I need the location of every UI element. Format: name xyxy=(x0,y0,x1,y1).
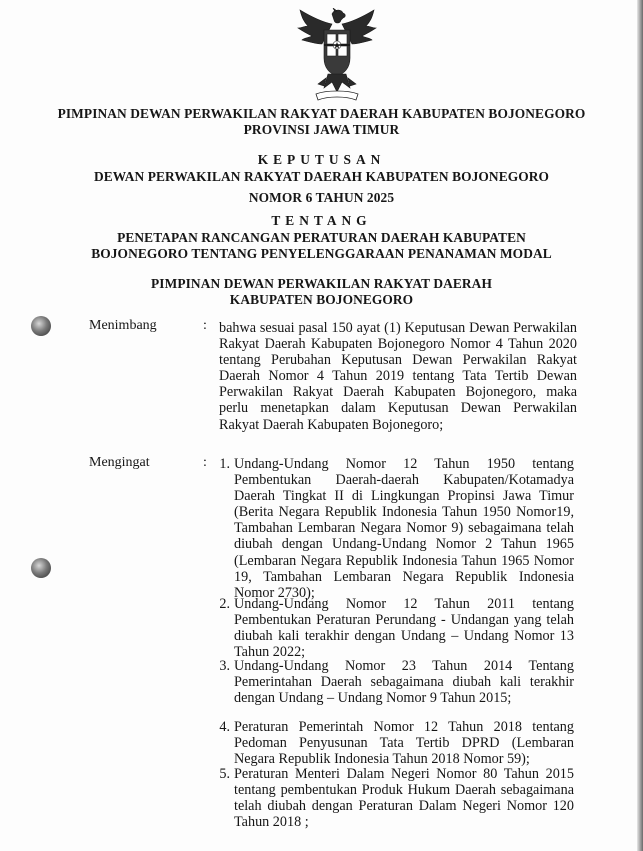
mengingat-colon: : xyxy=(203,455,207,470)
decision-about: TENTANG xyxy=(271,213,372,228)
list-item-text: Undang-Undang Nomor 23 Tahun 2014 Tentang Pemerintahan Daerah sebagaimana diubah kali terakhir dengan Undang – Undang Nomor 9 Tahun 2015; xyxy=(234,658,574,707)
decision-subject-line-2: BOJONEGORO TENTANG PENYELENGGARAAN PENANAMAN MODAL xyxy=(91,246,552,261)
header-line-1: PIMPINAN DEWAN PERWAKILAN RAKYAT DAERAH KABUPATEN BOJONEGORO xyxy=(57,106,586,121)
list-item-number: 4. xyxy=(219,719,230,735)
decision-subject-line-1: PENETAPAN RANCANGAN PERATURAN DAERAH KABUPATEN xyxy=(117,230,526,245)
decision-number: NOMOR 6 TAHUN 2025 xyxy=(248,190,395,205)
list-item xyxy=(216,658,576,718)
list-item xyxy=(216,596,576,661)
list-item-number: 1. xyxy=(219,456,230,472)
binder-punch-hole xyxy=(31,316,51,336)
list-item xyxy=(216,719,576,767)
issuer-line-1: PIMPINAN DEWAN PERWAKILAN RAKYAT DAERAH xyxy=(151,276,492,291)
list-item-number: 2. xyxy=(219,596,230,612)
menimbang-text: bahwa sesuai pasal 150 ayat (1) Keputusan Dewan Perwakilan Rakyat Daerah Kabupaten Bojonegoro Nomor 4 Tahun 2020 tentang Perubahan Keputusan Dewan Perwakilan Rakyat Daerah Nomor 4 Tahun 2019 tentang Tata Tertib Dewan Perwakilan Rakyat Daerah Kabupaten Bojonegoro, maka perlu menetapkan dalam Keputusan Dewan Perwakilan Rakyat Daerah Kabupaten Bojonegoro; xyxy=(219,320,577,433)
header-line-2: PROVINSI JAWA TIMUR xyxy=(243,122,400,137)
list-item-text: Undang-Undang Nomor 12 Tahun 1950 tentang Pembentukan Daerah-daerah Kabupaten/Kotamadya Daerah Tingkat II di Lingkungan Propinsi Jawa Timur (Berita Negara Republik Indonesia Tahun 1950 Nomor19, Tambahan Lembaran Negara Nomor 9) sebagaimana telah diubah dengan Undang-Undang Nomor 2 Tahun 1965 (Lembaran Negara Republik Indonesia Tahun 1965 Nomor 19, Tambahan Lembaran Negara Republik Indonesia Nomor 2730); xyxy=(234,456,574,601)
list-item-text: Peraturan Pemerintah Nomor 12 Tahun 2018 tentang Pedoman Penyusunan Tata Tertib DPRD (Lembaran Negara Republik Indonesia Tahun 2018 Nomor 59); xyxy=(234,719,574,768)
menimbang-label: Menimbang xyxy=(89,318,157,333)
list-item-number: 3. xyxy=(219,658,230,674)
list-item-number: 5. xyxy=(219,766,230,782)
menimbang-colon: : xyxy=(203,318,207,333)
garuda-pancasila-emblem-icon xyxy=(294,8,380,104)
list-item xyxy=(216,766,576,830)
mengingat-label: Mengingat xyxy=(89,455,150,470)
list-item-text: Undang-Undang Nomor 12 Tahun 2011 tentang Pembentukan Peraturan Perundang - Undangan yang telah diubah kali terakhir dengan Undang – Undang Nomor 13 Tahun 2022; xyxy=(234,596,574,661)
decision-body: DEWAN PERWAKILAN RAKYAT DAERAH KABUPATEN BOJONEGORO xyxy=(93,169,550,184)
list-item xyxy=(216,456,576,601)
issuer-line-2: KABUPATEN BOJONEGORO xyxy=(229,292,414,307)
decision-title: KEPUTUSAN xyxy=(257,152,386,167)
binder-punch-hole xyxy=(31,558,51,578)
list-item-text: Peraturan Menteri Dalam Negeri Nomor 80 Tahun 2015 tentang pembentukan Produk Hukum Daerah sebagaimana telah diubah dengan Peraturan Dalam Negeri Nomor 120 Tahun 2018 ; xyxy=(234,766,574,831)
